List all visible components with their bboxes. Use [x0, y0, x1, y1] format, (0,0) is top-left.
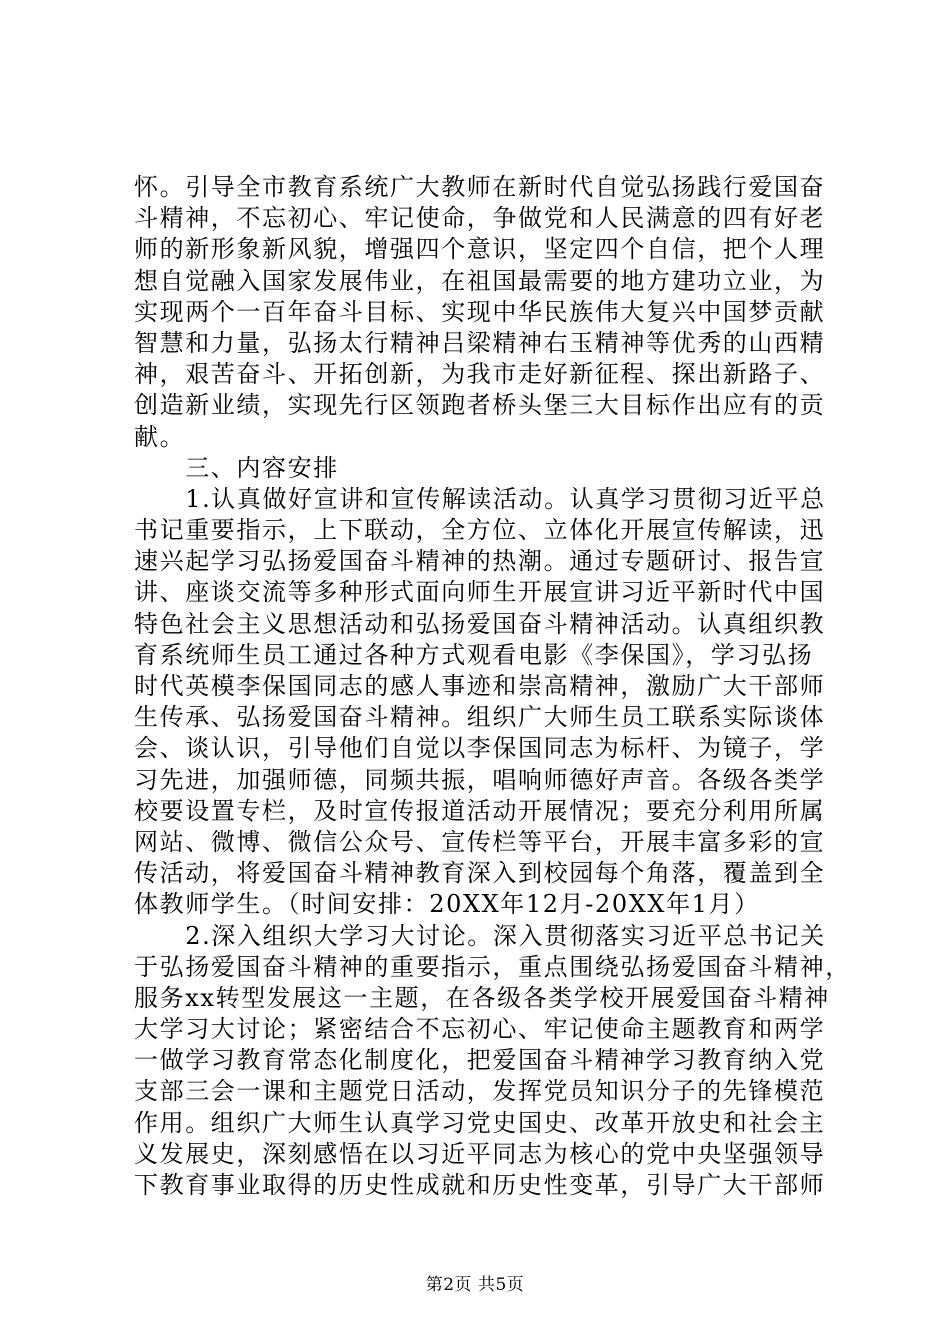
body-line: 网站、微博、微信公众号、宣传栏等平台，开展丰富多彩的宣 — [134, 827, 826, 856]
body-line: 时代英模李保国同志的感人事迹和崇高精神，激励广大干部师 — [134, 672, 826, 700]
body-line: 献。 — [134, 422, 186, 451]
body-line: 讲、座谈交流等多种形式面向师生开展宣讲习近平新时代中国 — [134, 578, 826, 607]
body-line: 于弘扬爱国奋斗精神的重要指示，重点围绕弘扬爱国奋斗精神， — [134, 952, 851, 981]
page-number-footer: 第2页 共5页 — [425, 1275, 525, 1295]
body-line: 大学习大讨论；紧密结合不忘初心、牢记使命主题教育和两学 — [134, 1015, 826, 1044]
body-line: 生传承、弘扬爱国奋斗精神。组织广大师生员工联系实际谈体 — [134, 703, 826, 732]
body-line: 创造新业绩，实现先行区领跑者桥头堡三大目标作出应有的贡 — [134, 391, 826, 420]
body-line: 义发展史，深刻感悟在以习近平同志为核心的党中央坚强领导 — [134, 1139, 826, 1168]
body-line: 斗精神，不忘初心、牢记使命，争做党和人民满意的四有好老 — [134, 204, 826, 233]
body-line: 体教师学生。（时间安排：20XX年12月-20XX年1月） — [134, 890, 760, 919]
body-line: 特色社会主义思想活动和弘扬爱国奋斗精神活动。认真组织教 — [134, 609, 826, 638]
body-line: 师的新形象新风貌，增强四个意识，坚定四个自信，把个人理 — [134, 235, 826, 264]
body-line: 书记重要指示，上下联动，全方位、立体化开展宣传解读，迅 — [134, 516, 826, 545]
section-heading: 三、内容安排 — [134, 453, 339, 482]
body-line: 神，艰苦奋斗、开拓创新，为我市走好新征程、探出新路子、 — [134, 360, 826, 389]
body-line: 智慧和力量，弘扬太行精神吕梁精神右玉精神等优秀的山西精 — [134, 328, 826, 357]
body-line: 1.认真做好宣讲和宣传解读活动。认真学习贯彻习近平总 — [134, 484, 826, 513]
body-line: 支部三会一课和主题党日活动，发挥党员知识分子的先锋模范 — [134, 1077, 826, 1106]
body-line: 实现两个一百年奋斗目标、实现中华民族伟大复兴中国梦贡献 — [134, 297, 826, 326]
body-line: 传活动，将爱国奋斗精神教育深入到校园每个角落，覆盖到全 — [134, 859, 826, 888]
body-line: 想自觉融入国家发展伟业，在祖国最需要的地方建功立业，为 — [134, 266, 826, 295]
body-line: 下教育事业取得的历史性成就和历史性变革，引导广大干部师 — [134, 1171, 826, 1199]
body-line: 会、谈认识，引导他们自觉以李保国同志为标杆、为镜子，学 — [134, 734, 826, 763]
body-line: 校要设置专栏，及时宣传报道活动开展情况；要充分利用所属 — [134, 796, 826, 825]
body-line: 育系统师生员工通过各种方式观看电影《李保国》，学习弘扬 — [134, 640, 814, 669]
body-line: 服务xx转型发展这一主题，在各级各类学校开展爱国奋斗精神 — [134, 983, 830, 1012]
body-line: 习先进，加强师德，同频共振，唱响师德好声音。各级各类学 — [134, 765, 826, 794]
document-body — [134, 172, 851, 1201]
body-line: 作用。组织广大师生认真学习党史国史、改革开放史和社会主 — [134, 1108, 826, 1137]
body-line: 一做学习教育常态化制度化，把爱国奋斗精神学习教育纳入党 — [134, 1046, 826, 1075]
body-line: 速兴起学习弘扬爱国奋斗精神的热潮。通过专题研讨、报告宣 — [134, 547, 826, 576]
body-line: 怀。引导全市教育系统广大教师在新时代自觉弘扬践行爱国奋 — [134, 173, 826, 201]
body-line: 2.深入组织大学习大讨论。深入贯彻落实习近平总书记关 — [134, 921, 826, 950]
